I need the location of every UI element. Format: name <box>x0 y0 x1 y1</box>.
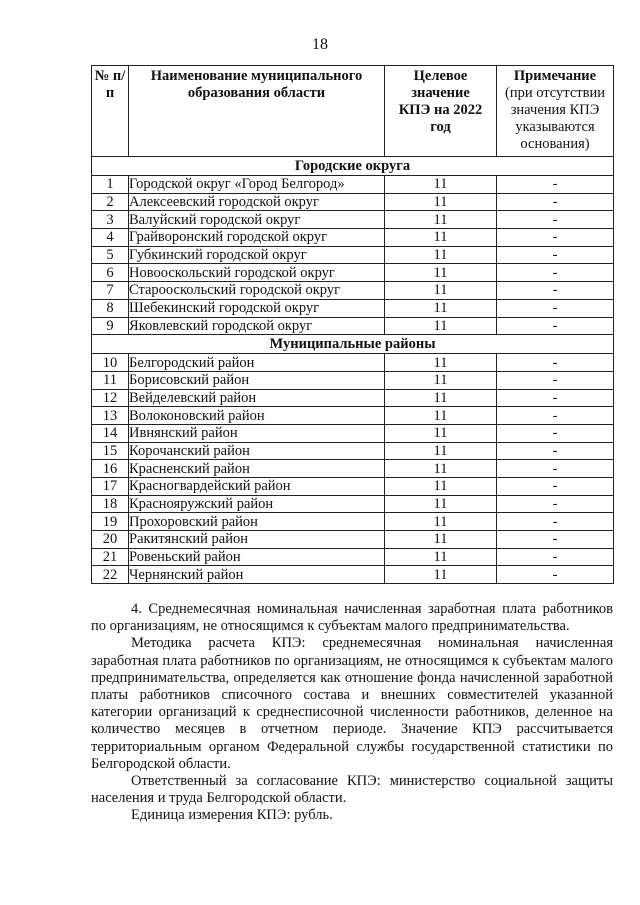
row-value: 11 <box>385 531 497 549</box>
row-note: - <box>497 317 614 335</box>
table-row <box>92 531 614 549</box>
row-name: Грайворонский городской округ <box>129 229 385 247</box>
paragraph-item4: 4. Среднемесячная номинальная начисленная заработная плата работников по организациям, не относящимся к субъектам малого предпринимательства. <box>91 601 613 635</box>
row-number: 12 <box>92 389 129 407</box>
table-row <box>92 229 614 247</box>
row-note: - <box>497 566 614 584</box>
row-number: 14 <box>92 424 129 442</box>
row-value: 11 <box>385 548 497 566</box>
row-note: - <box>497 531 614 549</box>
table-row <box>92 211 614 229</box>
row-number: 1 <box>92 176 129 194</box>
row-value: 11 <box>385 495 497 513</box>
row-name: Белгородский район <box>129 354 385 372</box>
table-row <box>92 176 614 194</box>
row-name: Городской округ «Город Белгород» <box>129 176 385 194</box>
row-note: - <box>497 246 614 264</box>
row-value: 11 <box>385 566 497 584</box>
row-note: - <box>497 211 614 229</box>
row-value: 11 <box>385 407 497 425</box>
row-name: Старооскольский городской округ <box>129 282 385 300</box>
row-value: 11 <box>385 282 497 300</box>
table-row <box>92 299 614 317</box>
row-note: - <box>497 371 614 389</box>
row-number: 9 <box>92 317 129 335</box>
table-row <box>92 548 614 566</box>
row-value: 11 <box>385 264 497 282</box>
row-name: Новооскольский городской округ <box>129 264 385 282</box>
page-number: 18 <box>312 36 328 53</box>
row-number: 2 <box>92 193 129 211</box>
row-number: 18 <box>92 495 129 513</box>
row-note: - <box>497 299 614 317</box>
row-number: 10 <box>92 354 129 372</box>
row-name: Корочанский район <box>129 442 385 460</box>
row-name: Краснояружский район <box>129 495 385 513</box>
row-number: 11 <box>92 371 129 389</box>
row-note: - <box>497 495 614 513</box>
row-name: Ивнянский район <box>129 424 385 442</box>
table-row <box>92 424 614 442</box>
body-text <box>91 601 613 825</box>
paragraph-method: Методика расчета КПЭ: среднемесячная номинальная начисленная заработная плата работников по организациям, не относящимся к субъектам малого предпринимательства, определяется как отношение фонда начисленной заработной платы работников списочного состава и внешних совместителей указанной категории организаций к среднесписочной численности работников, деленное на количество месяцев в отчетном периоде. Значение КПЭ рассчитывается территориальным органом Федеральной службы государственной статистики по Белгородской области. <box>91 635 613 772</box>
table-row <box>92 264 614 282</box>
table-row <box>92 513 614 531</box>
row-note: - <box>497 407 614 425</box>
row-number: 19 <box>92 513 129 531</box>
row-note: - <box>497 193 614 211</box>
table-row <box>92 566 614 584</box>
paragraph-unit: Единица измерения КПЭ: рубль. <box>131 807 333 824</box>
row-name: Шебекинский городской округ <box>129 299 385 317</box>
row-number: 21 <box>92 548 129 566</box>
row-name: Красненский район <box>129 460 385 478</box>
row-name: Волоконовский район <box>129 407 385 425</box>
row-value: 11 <box>385 513 497 531</box>
row-value: 11 <box>385 211 497 229</box>
table-row <box>92 407 614 425</box>
row-note: - <box>497 354 614 372</box>
table-row <box>92 246 614 264</box>
row-name: Яковлевский городской округ <box>129 317 385 335</box>
row-name: Валуйский городской округ <box>129 211 385 229</box>
row-value: 11 <box>385 371 497 389</box>
row-number: 17 <box>92 478 129 496</box>
row-number: 5 <box>92 246 129 264</box>
row-value: 11 <box>385 460 497 478</box>
row-value: 11 <box>385 442 497 460</box>
row-name: Борисовский район <box>129 371 385 389</box>
header-num: № п/п <box>92 66 129 157</box>
section-row <box>92 335 614 354</box>
table-header-row <box>92 66 614 157</box>
row-value: 11 <box>385 193 497 211</box>
row-value: 11 <box>385 317 497 335</box>
row-value: 11 <box>385 424 497 442</box>
row-name: Ракитянский район <box>129 531 385 549</box>
section-row <box>92 157 614 176</box>
row-note: - <box>497 264 614 282</box>
row-value: 11 <box>385 354 497 372</box>
header-note-body: (при отсутствии значения КПЭ указываются основания) <box>505 85 605 152</box>
table-row <box>92 460 614 478</box>
header-value-text: Целевое значение КПЭ на 2022 год <box>398 68 483 135</box>
header-note-title: Примечание <box>513 68 597 84</box>
row-note: - <box>497 229 614 247</box>
table-row <box>92 371 614 389</box>
header-note <box>497 66 614 157</box>
row-name: Прохоровский район <box>129 513 385 531</box>
row-number: 3 <box>92 211 129 229</box>
table-row <box>92 193 614 211</box>
row-name: Алексеевский городской округ <box>129 193 385 211</box>
table-row <box>92 354 614 372</box>
row-number: 22 <box>92 566 129 584</box>
row-note: - <box>497 548 614 566</box>
row-note: - <box>497 424 614 442</box>
table-row <box>92 317 614 335</box>
row-number: 20 <box>92 531 129 549</box>
table-row <box>92 478 614 496</box>
section-title: Городские округа <box>92 157 614 176</box>
row-name: Губкинский городской округ <box>129 246 385 264</box>
row-value: 11 <box>385 176 497 194</box>
row-value: 11 <box>385 229 497 247</box>
row-number: 6 <box>92 264 129 282</box>
row-number: 13 <box>92 407 129 425</box>
row-value: 11 <box>385 299 497 317</box>
row-number: 4 <box>92 229 129 247</box>
row-note: - <box>497 460 614 478</box>
kpe-table <box>91 65 614 584</box>
row-name: Чернянский район <box>129 566 385 584</box>
table-row <box>92 495 614 513</box>
table-row <box>92 389 614 407</box>
row-number: 7 <box>92 282 129 300</box>
row-note: - <box>497 389 614 407</box>
row-number: 8 <box>92 299 129 317</box>
row-value: 11 <box>385 478 497 496</box>
row-value: 11 <box>385 389 497 407</box>
header-value <box>385 66 497 157</box>
table-row <box>92 282 614 300</box>
section-title: Муниципальные районы <box>92 335 614 354</box>
row-note: - <box>497 513 614 531</box>
row-number: 15 <box>92 442 129 460</box>
table-body <box>92 157 614 584</box>
header-name-text: Наименование муниципального образования области <box>150 68 363 101</box>
row-name: Вейделевский район <box>129 389 385 407</box>
table-row <box>92 442 614 460</box>
paragraph-responsible: Ответственный за согласование КПЭ: министерство социальной защиты населения и труда Белгородской области. <box>91 773 613 807</box>
row-value: 11 <box>385 246 497 264</box>
row-name: Ровеньский район <box>129 548 385 566</box>
row-note: - <box>497 442 614 460</box>
row-note: - <box>497 282 614 300</box>
header-name <box>129 66 385 157</box>
row-note: - <box>497 176 614 194</box>
row-note: - <box>497 478 614 496</box>
row-name: Красногвардейский район <box>129 478 385 496</box>
row-number: 16 <box>92 460 129 478</box>
